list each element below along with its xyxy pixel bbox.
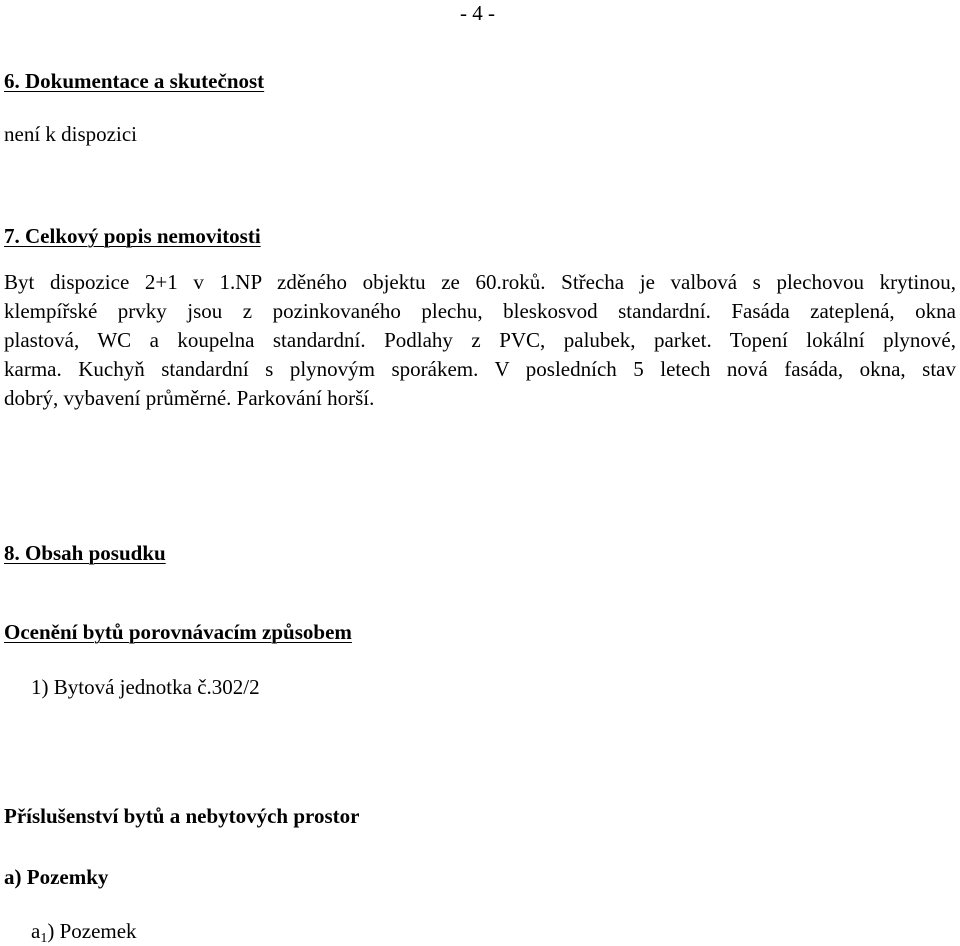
land-item-subscript: 1 [40, 931, 48, 946]
section-7-heading: 7. Celkový popis nemovitosti [4, 224, 261, 248]
section-7-description [4, 268, 956, 413]
land-heading: a) Pozemky [4, 865, 109, 889]
section-6-heading: 6. Dokumentace a skutečnost [4, 69, 265, 93]
description-line: klempířské prvky jsou z pozinkovaného plechu, bleskosvod standardní. Fasáda zateplená, okna [4, 299, 956, 323]
unit-label: 1) Bytová jednotka č.302/2 [31, 675, 260, 699]
accessories-heading: Příslušenství bytů a nebytových prostor [4, 804, 360, 828]
valuation-heading: Ocenění bytů porovnávacím způsobem [4, 620, 352, 644]
description-line: plastová, WC a koupelna standardní. Podlahy z PVC, palubek, parket. Topení lokální plynové, [4, 328, 956, 352]
description-line: karma. Kuchyň standardní s plynovým sporákem. V posledních 5 letech nová fasáda, okna, stav [4, 357, 956, 381]
land-item [31, 919, 137, 946]
land-item-prefix: a [31, 919, 41, 943]
section-8-heading: 8. Obsah posudku [4, 541, 166, 565]
land-item-text: ) Pozemek [47, 919, 137, 943]
page-number: - 4 - [460, 1, 495, 25]
section-6-text: není k dispozici [4, 122, 137, 146]
description-line: Byt dispozice 2+1 v 1.NP zděného objektu ze 60.roků. Střecha je valbová s plechovou krytinou, [4, 270, 956, 294]
description-line: dobrý, vybavení průměrné. Parkování horší. [4, 386, 375, 410]
